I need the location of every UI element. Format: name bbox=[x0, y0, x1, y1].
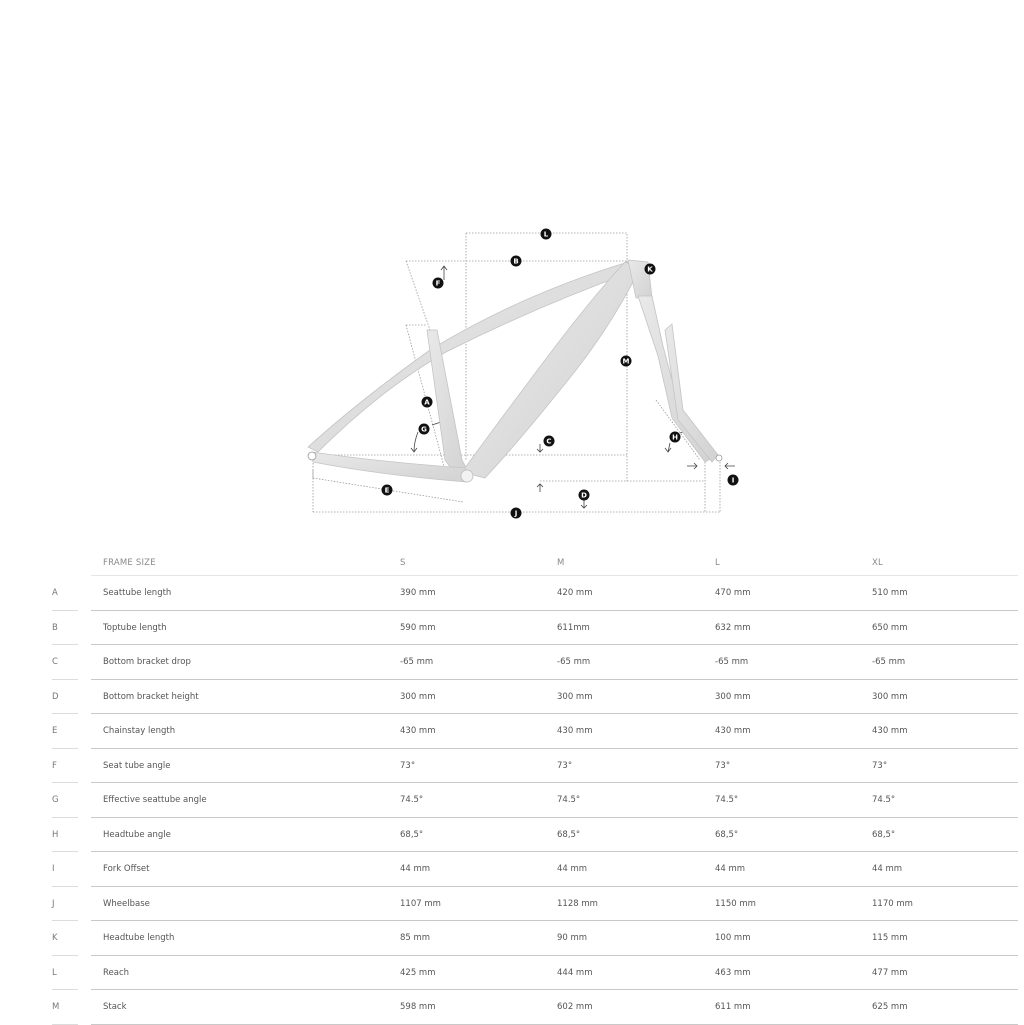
row-value-l: 44 mm bbox=[715, 864, 746, 874]
seat-tube bbox=[427, 330, 470, 475]
row-value-xl: 74.5° bbox=[872, 795, 896, 805]
row-letter: A bbox=[52, 588, 58, 598]
badge-e bbox=[382, 485, 393, 496]
svg-text:F: F bbox=[435, 279, 441, 288]
row-letter: L bbox=[52, 967, 57, 978]
row-value-m: 444 mm bbox=[557, 967, 593, 978]
row-value-l: 470 mm bbox=[715, 588, 751, 598]
row-value-xl: 1170 mm bbox=[872, 898, 913, 909]
ground-line bbox=[540, 462, 705, 512]
row-value-m: -65 mm bbox=[557, 657, 591, 667]
badge-m bbox=[621, 356, 632, 367]
table-body bbox=[0, 576, 1024, 1025]
row-value-l: 74.5° bbox=[715, 795, 739, 805]
table-row bbox=[0, 990, 1024, 1025]
row-value-xl: 625 mm bbox=[872, 1002, 908, 1012]
svg-text:J: J bbox=[514, 509, 518, 518]
row-measurement-name: Wheelbase bbox=[103, 898, 150, 909]
table-row bbox=[0, 887, 1024, 922]
badge-i bbox=[728, 475, 739, 486]
row-letter: F bbox=[52, 760, 57, 771]
table-row bbox=[0, 956, 1024, 991]
row-measurement-name: Toptube length bbox=[103, 622, 167, 633]
row-value-l: 463 mm bbox=[715, 967, 751, 978]
table-row bbox=[0, 576, 1024, 611]
row-value-s: 85 mm bbox=[400, 933, 431, 943]
table-row bbox=[0, 749, 1024, 784]
svg-text:L: L bbox=[543, 230, 549, 239]
row-letter: B bbox=[52, 622, 58, 633]
row-value-s: 73° bbox=[400, 760, 416, 771]
svg-text:G: G bbox=[421, 425, 427, 434]
row-value-m: 420 mm bbox=[557, 588, 593, 598]
row-value-l: 430 mm bbox=[715, 726, 751, 736]
row-value-l: 1150 mm bbox=[715, 898, 756, 909]
row-measurement-name: Headtube angle bbox=[103, 829, 171, 840]
row-letter: I bbox=[52, 864, 55, 874]
row-value-s: 300 mm bbox=[400, 691, 436, 702]
table-row bbox=[0, 852, 1024, 887]
row-value-s: 74.5° bbox=[400, 795, 424, 805]
row-value-s: 425 mm bbox=[400, 967, 436, 978]
row-letter: G bbox=[52, 795, 59, 805]
badge-k bbox=[645, 264, 656, 275]
frame-shape bbox=[308, 257, 718, 482]
row-value-s: 390 mm bbox=[400, 588, 436, 598]
row-measurement-name: Bottom bracket height bbox=[103, 691, 199, 702]
row-value-xl: 650 mm bbox=[872, 622, 908, 633]
row-letter: J bbox=[52, 898, 55, 909]
row-value-xl: 477 mm bbox=[872, 967, 908, 978]
svg-text:D: D bbox=[581, 491, 587, 500]
chain-stay bbox=[312, 452, 467, 482]
table-row bbox=[0, 818, 1024, 853]
row-value-l: 611 mm bbox=[715, 1002, 751, 1012]
size-l-header: L bbox=[715, 558, 720, 568]
row-value-s: 44 mm bbox=[400, 864, 431, 874]
row-value-l: 300 mm bbox=[715, 691, 751, 702]
row-value-m: 68,5° bbox=[557, 829, 581, 840]
row-letter: D bbox=[52, 691, 59, 702]
table-row bbox=[0, 645, 1024, 680]
front-dropout bbox=[716, 455, 722, 461]
badge-b bbox=[511, 256, 522, 267]
bottom-bracket bbox=[461, 470, 473, 482]
row-value-xl: -65 mm bbox=[872, 657, 906, 667]
badge-d bbox=[579, 490, 590, 501]
row-value-l: 100 mm bbox=[715, 933, 751, 943]
row-value-l: 632 mm bbox=[715, 622, 751, 633]
size-xl-header: XL bbox=[872, 558, 883, 568]
row-letter: H bbox=[52, 829, 59, 840]
table-header bbox=[0, 547, 1024, 576]
svg-text:H: H bbox=[672, 433, 678, 442]
badge-l bbox=[541, 229, 552, 240]
row-value-m: 430 mm bbox=[557, 726, 593, 736]
row-letter: E bbox=[52, 726, 58, 736]
badge-j bbox=[511, 508, 522, 519]
badge-g bbox=[419, 424, 430, 435]
row-value-xl: 68,5° bbox=[872, 829, 896, 840]
row-value-m: 44 mm bbox=[557, 864, 588, 874]
row-letter: M bbox=[52, 1002, 60, 1012]
size-m-header: M bbox=[557, 558, 565, 568]
row-measurement-name: Chainstay length bbox=[103, 726, 176, 736]
table-row bbox=[0, 783, 1024, 818]
rear-dropout bbox=[308, 452, 316, 460]
row-measurement-name: Bottom bracket drop bbox=[103, 657, 191, 667]
row-value-l: -65 mm bbox=[715, 657, 749, 667]
table-row bbox=[0, 921, 1024, 956]
row-letter: K bbox=[52, 933, 58, 943]
row-value-m: 90 mm bbox=[557, 933, 588, 943]
row-measurement-name: Stack bbox=[103, 1002, 127, 1012]
table-row bbox=[0, 680, 1024, 715]
row-value-xl: 510 mm bbox=[872, 588, 908, 598]
row-measurement-name: Headtube length bbox=[103, 933, 175, 943]
row-value-xl: 430 mm bbox=[872, 726, 908, 736]
row-value-m: 611mm bbox=[557, 622, 590, 633]
row-measurement-name: Fork Offset bbox=[103, 864, 150, 874]
badge-f bbox=[433, 278, 444, 289]
row-value-xl: 300 mm bbox=[872, 691, 908, 702]
table-row bbox=[0, 714, 1024, 749]
row-value-m: 602 mm bbox=[557, 1002, 593, 1012]
row-value-m: 74.5° bbox=[557, 795, 581, 805]
geometry-table bbox=[0, 547, 1024, 1025]
row-value-m: 73° bbox=[557, 760, 573, 771]
row-value-s: 1107 mm bbox=[400, 898, 441, 909]
row-value-s: 430 mm bbox=[400, 726, 436, 736]
seat-angle-line bbox=[406, 261, 430, 330]
row-value-l: 68,5° bbox=[715, 829, 739, 840]
size-s-header: S bbox=[400, 558, 406, 568]
svg-text:E: E bbox=[384, 486, 390, 495]
row-value-xl: 115 mm bbox=[872, 933, 908, 943]
row-value-xl: 44 mm bbox=[872, 864, 903, 874]
svg-text:M: M bbox=[622, 357, 630, 366]
badge-h bbox=[670, 432, 681, 443]
svg-text:A: A bbox=[424, 398, 430, 407]
row-value-m: 300 mm bbox=[557, 691, 593, 702]
svg-text:C: C bbox=[546, 437, 552, 446]
badge-c bbox=[544, 436, 555, 447]
row-value-s: 590 mm bbox=[400, 622, 436, 633]
row-letter: C bbox=[52, 657, 58, 667]
row-measurement-name: Seattube length bbox=[103, 588, 172, 598]
row-measurement-name: Effective seattube angle bbox=[103, 795, 207, 805]
svg-text:B: B bbox=[513, 257, 519, 266]
svg-text:K: K bbox=[647, 265, 653, 274]
frame-size-label: FRAME SIZE bbox=[103, 558, 156, 568]
row-value-s: -65 mm bbox=[400, 657, 434, 667]
table-row bbox=[0, 611, 1024, 646]
svg-text:I: I bbox=[731, 476, 735, 485]
row-value-xl: 73° bbox=[872, 760, 888, 771]
row-value-m: 1128 mm bbox=[557, 898, 598, 909]
row-value-l: 73° bbox=[715, 760, 731, 771]
row-measurement-name: Reach bbox=[103, 967, 130, 978]
badge-a bbox=[422, 397, 433, 408]
row-measurement-name: Seat tube angle bbox=[103, 760, 171, 771]
row-value-s: 68,5° bbox=[400, 829, 424, 840]
row-value-s: 598 mm bbox=[400, 1002, 436, 1012]
